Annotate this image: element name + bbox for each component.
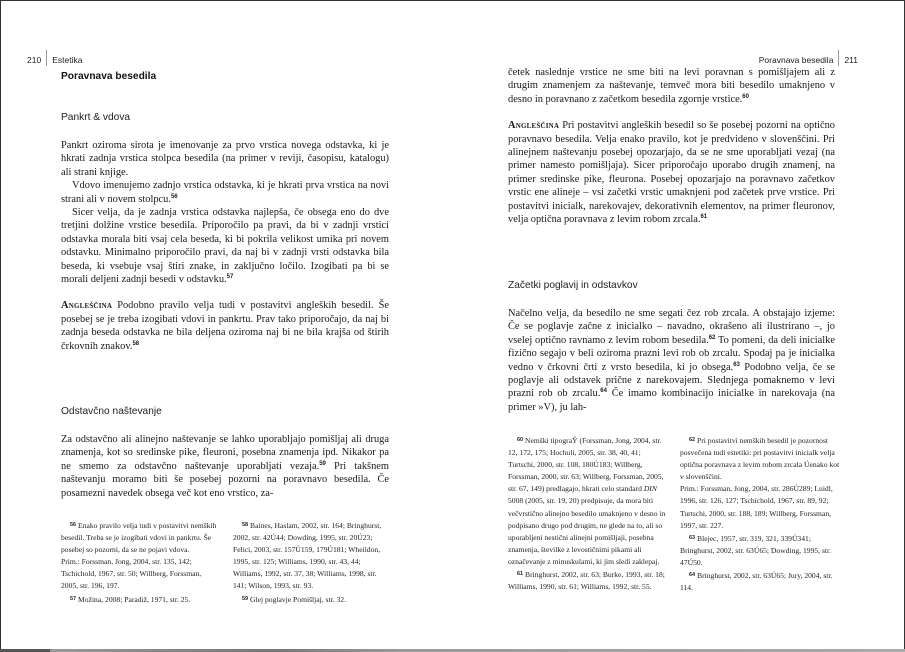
page-number: 211 xyxy=(844,55,858,65)
paragraph: Angleščina Pri postavitvi angleških besedil so še posebej pozorni na optično poravnavo besedila. Velja enako pravilo, kot je predvideno v slovenščini. Pri alinejnem naštevanju posebej opozarjajo, da se ne sme uporabljati vezaj (na primer namesto pomišljaja). Sicer priporočajo uporabo drugih znamenj, na primer sredinske pike, fleurona. Posebej opozarjajo na poravnavo začetkov vrstic ene alineje – vsi začetki vrstic umaknjeni pod začetek prve vrstice. Pri postavitvi inicialk, narekovajev, dekorativnih elementov, na primer fleuronov, velja optična poravnava z levim robom zrcala.$^{61}$ xyxy=(508,120,835,226)
paragraph: Sicer velja, da je zadnja vrstica odstavka najlepša, če obsega eno do dve tretjini dolžine vrstice besedila. Priporočilo pa pravi, da bi v zadnji vrstici odstavka morala biti vsaj cela beseda, ki bi pokrila velikost umika pri novem odstavku. Minimalno priporočilo pravi, da naj bi v zadnji vrsti odstavka bila beseda, ki vsebuje vsaj štiri znake, in zaključno ločilo. Izogibati pa bi se morali deljeni zadnji besedi v odstavku.$^{57}$ xyxy=(61,207,389,286)
section-heading: Začetki poglavij in odstavkov xyxy=(508,280,638,291)
paragraph: Pankrt oziroma sirota je imenovanje za prvo vrstica novega odstavka, ki je hkrati zadnja vrstica stolpca besedila (na primer v reviji, časopisu, katalogu) ali strani knjige. xyxy=(61,140,389,178)
footnote-ref[interactable]: 60 xyxy=(742,93,749,100)
footnote: $^{64}$ Bringhurst, 2002, str. 63Ú65; Jury, 2004, str. 114. xyxy=(680,571,833,593)
chapter-heading: Poravnava besedila xyxy=(61,71,157,82)
paragraph: četek naslednje vrstice ne sme biti na levi poravnan s pomišljajem ali z drugim znamenjem za naštevanje, temveč mora biti besedilo umaknjeno v desno in poravnano z začetkom besedila zgornje vrstice.$^{60}$ xyxy=(508,67,835,105)
footnote: $^{63}$ Blejec, 1957, str. 319, 321, 339Ú341; Bringhurst, 2002, str. 63Ú65; Dowding, 1995, str. 47Ú50. xyxy=(680,533,832,567)
footnote: $^{61}$ Bringhurst, 2002, str. 63; Burke, 1993, str. 18; Williams, 1990, str. 61; Williams, 1992, str. 55. xyxy=(508,570,665,592)
footnote-ref[interactable]: 64 xyxy=(600,388,607,395)
footnote: $^{58}$ Baines, Haslam, 2002, str. 164; Bringhurst, 2002, str. 42Ú44; Dowding, 1995, str. 20Ú23; Felici, 2003, str. 157Ú159, 179Ú181; Wheildon, 1995, str. 125; Williams, 1990, str. 43, 44; Williams, 1992, str. 37, 38; Williams, 1998, str. 141; Wilson, 1993, str. 93. xyxy=(233,521,382,591)
footnotes-column xyxy=(508,434,668,593)
footnote: $^{62}$ Pri postavitvi nemških besedil je pozornost posvečena tudi estetiki: pri postavitvi inicialk velja optična poravnava z levim robom zrcala Úenako kot v slovenščini. xyxy=(680,436,840,482)
body-text-block xyxy=(61,433,389,500)
footnotes-column xyxy=(61,519,219,606)
right-page xyxy=(452,0,904,648)
footnote: $^{56}$ Enako pravilo velja tudi v postavitvi nemških besedil. Treba se je izogibati vdovi in pankrtu. Še posebej so pozorni, da se ne pojavi vdova. xyxy=(61,521,217,555)
left-page xyxy=(0,0,452,648)
body-text-block xyxy=(508,307,835,414)
running-head-left xyxy=(27,50,82,66)
footnote: $^{57}$ Možina, 2008; Paradiž, 1971, str. 25. xyxy=(70,594,191,604)
footnote-extra: Prim.: Forssman, Jong, 2004, str. 135, 142; Tschichold, 1967, str. 50; Willberg, Forssman, 2005, str. 196, 197. xyxy=(61,557,202,591)
footnotes-column xyxy=(680,434,840,594)
footnote-ref[interactable]: 58 xyxy=(132,340,140,347)
page-number: 210 xyxy=(27,55,42,65)
paragraph: Za odstavčno ali alinejno naštevanje se lahko uporabljajo pomišljaj ali druga znamenja, kot so sredinske pike, fleuroni, posebna znamenja ipd. Nikakor pa ne smemo za odstavčno naštevanje uporabljati vezaja.$^{59}$ Pri takšnem naštevanju moramo biti še posebej pozorni na poravnavo besedila. Če posamezni navedek obsega več kot eno vrstico, za- xyxy=(61,434,389,499)
footnote-ref[interactable]: 61 xyxy=(700,214,708,221)
footnote: $^{60}$ Nemški tipograŶ (Forssman, Jong, 2004, str. 12, 172, 175; Hochuli, 2005, str. 38, 40, 41; Turtschi, 2000, str. 108, 180Ú183; Willberg, Forssman, 2000, str. 63; Willberg, Forssman, 2005, str. 67, 149) predlagajo, hkrati celo standard DIN 5008 (2005, str. 19, 20) predpisuje, da mora biti večvrstično alinejno besedilo umaknjeno v desno in podpisano drugo pod drugim, ne glede na to, ali so uporabljeni nestični alinejni pomišljaji, posebna znamenja, številke z levostičnimi pikami ali označevanje z minuskulami, ki jim sledi zaklepaj. xyxy=(508,436,666,566)
running-title: Estetika xyxy=(52,55,83,65)
footnote: $^{59}$ Glej poglavje Pomišljaj, str. 32. xyxy=(242,594,347,604)
running-head-right xyxy=(759,50,858,66)
footnote-extra: Prim.: Forssman, Jong, 2004, str. 286Ú289; Luidl, 1996, str. 126, 127; Tschichold, 1967, str. 89, 92; Turtschi, 2000, str. 188, 189; Willberg, Forssman, 1997, str. 227. xyxy=(680,484,833,530)
paragraph: Angleščina Podobno pravilo velja tudi v postavitvi angleških besedil. Še posebej se je treba izogibati vdovi in pankrtu. Prav tako priporočajo, da naj bi zadnja beseda odstavka ne bila deljena oziroma naj bi ne bila krajša od štirih črkovnih znakov.$^{58}$ xyxy=(61,300,389,352)
body-text-block xyxy=(508,66,835,226)
paragraph: Načelno velja, da besedilo ne sme segati čez rob zrcala. A obstajajo izjeme: Če se poglavje začne z inicialko – navadno, okrašeno ali ilustrirano –, jo vselej optično ravnamo z levim robom besedila.$^{62}$ To pomeni, da deli inicialke fizično segajo v beli oziroma prazni levi rob ob zrcalu. Spodaj pa je inicialka vedno v črkovni črti z vrsto besedila, ki jo obsega.$^{63}$ Podobno velja, če se poglavje ali odstavek prične z narekovajem. Slednjega pomaknemo v levi prazni rob ob zrcalu.$^{64}$ Če imamo kombinacijo inicialke in narekovaja (na primer »V), ju lah- xyxy=(508,308,835,413)
section-heading: Odstavčno naštevanje xyxy=(61,406,162,417)
language-label: Angleščina xyxy=(508,120,560,132)
footnote-ref[interactable]: 56 xyxy=(170,193,178,200)
paragraph: Vdovo imenujemo zadnjo vrstica odstavka, ki je hkrati prva vrstica na novi strani ali v novem stolpcu.$^{56}$ xyxy=(61,180,389,205)
footnote-ref[interactable]: 57 xyxy=(226,274,234,281)
footnotes-column xyxy=(233,519,391,606)
section-heading: Pankrt & vdova xyxy=(61,112,131,123)
footnote-ref[interactable]: 59 xyxy=(319,460,326,467)
body-text-block xyxy=(61,139,389,353)
footnote-ref[interactable]: 63 xyxy=(733,361,740,368)
language-label: Angleščina xyxy=(61,300,113,312)
footnote-ref[interactable]: 62 xyxy=(708,334,716,341)
running-title: Poravnava besedila xyxy=(758,55,834,65)
